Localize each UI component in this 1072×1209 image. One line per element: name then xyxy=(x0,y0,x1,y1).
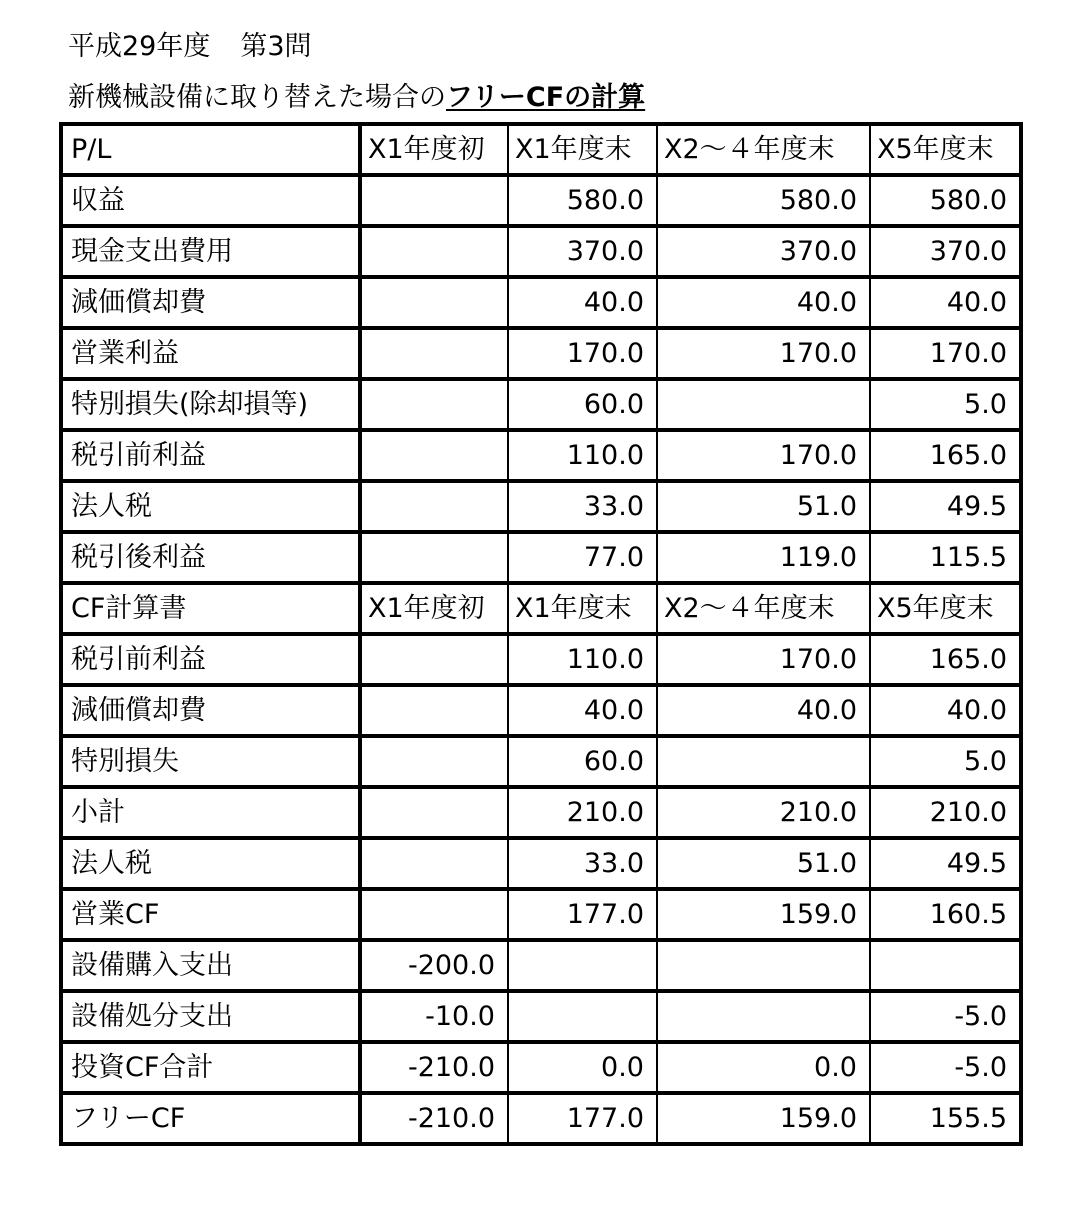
table-row xyxy=(61,1093,1021,1144)
value-cell: 119.0 xyxy=(657,532,870,583)
value-cell xyxy=(657,379,870,430)
value-cell: 170.0 xyxy=(870,328,1021,379)
value-cell: 51.0 xyxy=(657,838,870,889)
value-cell: 60.0 xyxy=(508,736,657,787)
value-cell xyxy=(360,277,508,328)
value-cell: 40.0 xyxy=(870,277,1021,328)
pl-header-row xyxy=(61,124,1021,175)
row-label: 法人税 xyxy=(61,838,360,889)
table-row xyxy=(61,940,1021,991)
value-cell: 0.0 xyxy=(508,1042,657,1093)
table-row xyxy=(61,175,1021,226)
table-row xyxy=(61,1042,1021,1093)
value-cell: 210.0 xyxy=(870,787,1021,838)
table-row xyxy=(61,991,1021,1042)
row-label: 営業CF xyxy=(61,889,360,940)
value-cell xyxy=(508,991,657,1042)
row-label: 設備処分支出 xyxy=(61,991,360,1042)
value-cell: 370.0 xyxy=(508,226,657,277)
value-cell: -5.0 xyxy=(870,1042,1021,1093)
value-cell xyxy=(360,481,508,532)
table-row xyxy=(61,277,1021,328)
value-cell xyxy=(360,685,508,736)
value-cell: 170.0 xyxy=(657,634,870,685)
column-header: X1年度初 xyxy=(360,124,508,175)
value-cell xyxy=(360,889,508,940)
value-cell: 580.0 xyxy=(870,175,1021,226)
value-cell: -210.0 xyxy=(360,1042,508,1093)
row-label: 営業利益 xyxy=(61,328,360,379)
value-cell: 370.0 xyxy=(870,226,1021,277)
value-cell: 160.5 xyxy=(870,889,1021,940)
row-label: 収益 xyxy=(61,175,360,226)
cf-section-title: CF計算書 xyxy=(61,583,360,634)
value-cell: -200.0 xyxy=(360,940,508,991)
column-header: X2～４年度末 xyxy=(657,583,870,634)
value-cell: 33.0 xyxy=(508,481,657,532)
table-row xyxy=(61,379,1021,430)
table-row xyxy=(61,787,1021,838)
value-cell: 40.0 xyxy=(657,685,870,736)
heading-question: 第3問 xyxy=(240,31,312,62)
table-row xyxy=(61,226,1021,277)
pl-section-title: P/L xyxy=(61,124,360,175)
value-cell: 40.0 xyxy=(508,685,657,736)
row-label: 現金支出費用 xyxy=(61,226,360,277)
value-cell xyxy=(360,175,508,226)
value-cell: 165.0 xyxy=(870,430,1021,481)
value-cell: 580.0 xyxy=(657,175,870,226)
table-row xyxy=(61,481,1021,532)
column-header: X5年度末 xyxy=(870,124,1021,175)
table-row xyxy=(61,736,1021,787)
value-cell: -10.0 xyxy=(360,991,508,1042)
column-header: X5年度末 xyxy=(870,583,1021,634)
value-cell: 40.0 xyxy=(657,277,870,328)
value-cell: 60.0 xyxy=(508,379,657,430)
value-cell xyxy=(360,634,508,685)
value-cell: 77.0 xyxy=(508,532,657,583)
document-subtitle xyxy=(68,81,645,115)
value-cell: 210.0 xyxy=(508,787,657,838)
row-label: 特別損失(除却損等) xyxy=(61,379,360,430)
row-label: 減価償却費 xyxy=(61,277,360,328)
value-cell xyxy=(870,940,1021,991)
free-cf-table xyxy=(59,122,1023,1146)
table-row xyxy=(61,838,1021,889)
subtitle-emphasis: フリーCFの計算 xyxy=(446,82,646,113)
value-cell: -210.0 xyxy=(360,1093,508,1144)
column-header: X1年度末 xyxy=(508,583,657,634)
value-cell: 210.0 xyxy=(657,787,870,838)
value-cell: 159.0 xyxy=(657,889,870,940)
value-cell xyxy=(508,940,657,991)
value-cell: 170.0 xyxy=(657,328,870,379)
column-header: X1年度末 xyxy=(508,124,657,175)
value-cell xyxy=(360,226,508,277)
value-cell xyxy=(360,787,508,838)
value-cell: 51.0 xyxy=(657,481,870,532)
table-row xyxy=(61,532,1021,583)
value-cell xyxy=(360,430,508,481)
value-cell: -5.0 xyxy=(870,991,1021,1042)
row-label: 税引後利益 xyxy=(61,532,360,583)
table-row xyxy=(61,634,1021,685)
value-cell: 40.0 xyxy=(508,277,657,328)
value-cell: 33.0 xyxy=(508,838,657,889)
value-cell xyxy=(360,379,508,430)
value-cell: 110.0 xyxy=(508,430,657,481)
heading-year: 平成29年度 xyxy=(68,31,211,62)
table-row xyxy=(61,430,1021,481)
value-cell: 155.5 xyxy=(870,1093,1021,1144)
subtitle-prefix: 新機械設備に取り替えた場合の xyxy=(68,82,446,113)
value-cell: 170.0 xyxy=(508,328,657,379)
value-cell: 177.0 xyxy=(508,889,657,940)
row-label: フリーCF xyxy=(61,1093,360,1144)
column-header: X2～４年度末 xyxy=(657,124,870,175)
value-cell: 370.0 xyxy=(657,226,870,277)
value-cell: 110.0 xyxy=(508,634,657,685)
row-label: 設備購入支出 xyxy=(61,940,360,991)
table-row xyxy=(61,889,1021,940)
table-row xyxy=(61,328,1021,379)
value-cell: 49.5 xyxy=(870,481,1021,532)
value-cell: 49.5 xyxy=(870,838,1021,889)
value-cell: 177.0 xyxy=(508,1093,657,1144)
table-row xyxy=(61,685,1021,736)
column-header: X1年度初 xyxy=(360,583,508,634)
value-cell: 5.0 xyxy=(870,379,1021,430)
row-label: 特別損失 xyxy=(61,736,360,787)
value-cell: 165.0 xyxy=(870,634,1021,685)
row-label: 投資CF合計 xyxy=(61,1042,360,1093)
value-cell xyxy=(657,991,870,1042)
row-label: 税引前利益 xyxy=(61,634,360,685)
value-cell: 170.0 xyxy=(657,430,870,481)
value-cell: 0.0 xyxy=(657,1042,870,1093)
value-cell: 115.5 xyxy=(870,532,1021,583)
value-cell xyxy=(360,328,508,379)
value-cell: 5.0 xyxy=(870,736,1021,787)
value-cell: 580.0 xyxy=(508,175,657,226)
document-heading xyxy=(68,30,312,64)
value-cell xyxy=(360,838,508,889)
value-cell: 159.0 xyxy=(657,1093,870,1144)
value-cell xyxy=(360,532,508,583)
value-cell xyxy=(360,736,508,787)
row-label: 税引前利益 xyxy=(61,430,360,481)
row-label: 法人税 xyxy=(61,481,360,532)
row-label: 小計 xyxy=(61,787,360,838)
row-label: 減価償却費 xyxy=(61,685,360,736)
value-cell: 40.0 xyxy=(870,685,1021,736)
value-cell xyxy=(657,736,870,787)
cf-header-row xyxy=(61,583,1021,634)
value-cell xyxy=(657,940,870,991)
